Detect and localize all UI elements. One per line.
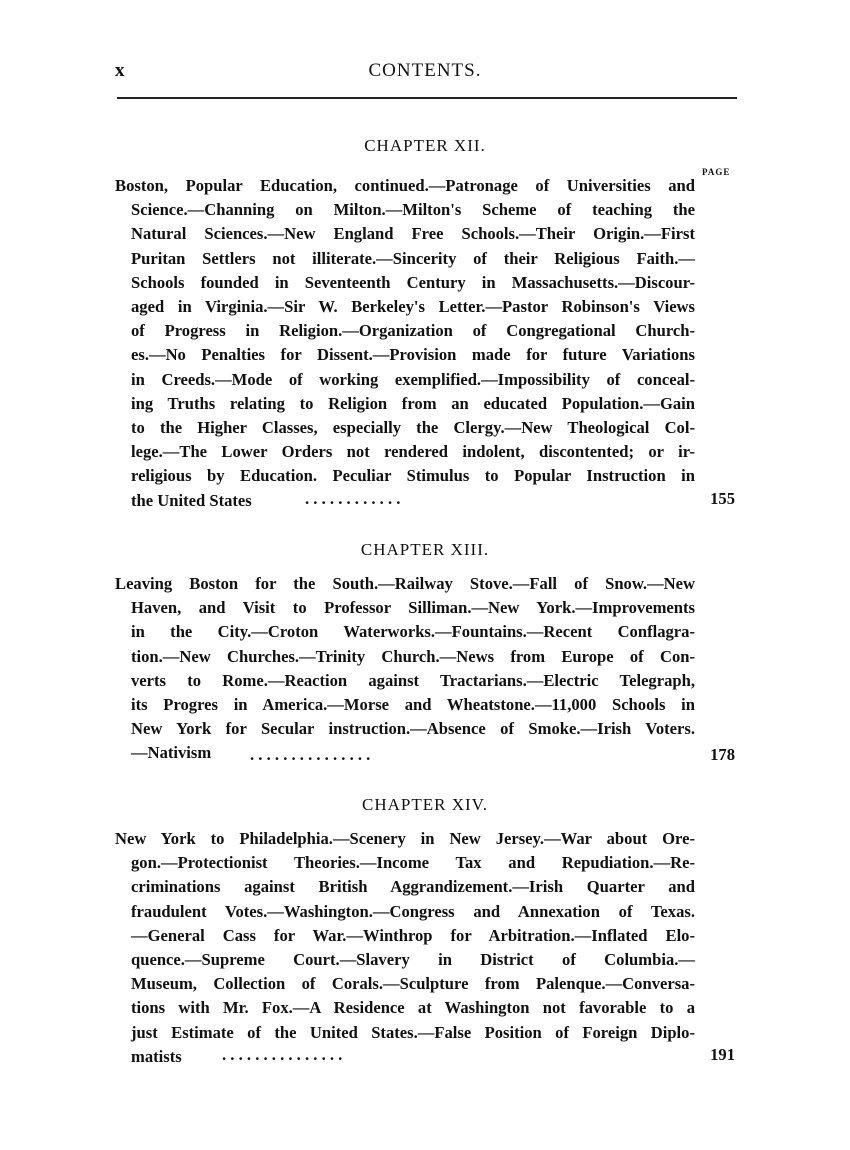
summary-line: just Estimate of the United States.—False Position of Foreign Diplo- [131, 1022, 695, 1042]
page-reference: 178 [710, 745, 735, 764]
page-numeral: x [115, 60, 125, 81]
summary-line: Museum, Collection of Corals.—Sculpture from Palenque.—Conversa- [131, 974, 695, 994]
chapter-summary [115, 572, 695, 766]
chapter-summary [115, 174, 695, 513]
summary-line: quence.—Supreme Court.—Slavery in District of Columbia.— [131, 950, 695, 970]
summary-line: New York to Philadelphia.—Scenery in New Jersey.—War about Ore- [115, 829, 695, 848]
summary-line: Puritan Settlers not illiterate.—Sincerity of their Religious Faith.— [131, 248, 695, 268]
summary-line: in the City.—Croton Waterworks.—Fountains.—Recent Conflagra- [131, 622, 695, 642]
chapter-title: CHAPTER XIV. [362, 795, 488, 814]
summary-line: —General Cass for War.—Winthrop for Arbitration.—Inflated Elo- [131, 925, 695, 945]
chapter-title: CHAPTER XIII. [360, 540, 490, 559]
summary-line: ing Truths relating to Religion from an educated Population.—Gain [131, 393, 695, 413]
summary-line: Natural Sciences.—New England Free Schools.—Their Origin.—First [131, 224, 695, 244]
summary-line: Schools founded in Seventeenth Century in Massachusetts.—Discour- [131, 272, 695, 292]
summary-line: Science.—Channing on Milton.—Milton's Scheme of teaching the [131, 200, 695, 220]
page-reference: 155 [710, 489, 735, 508]
summary-line: the United States [131, 490, 252, 510]
summary-line: fraudulent Votes.—Washington.—Congress and Annexation of Texas. [131, 901, 695, 921]
summary-line: of Progress in Religion.—Organization of Congregational Church- [131, 321, 695, 341]
summary-line: criminations against British Aggrandizement.—Irish Quarter and [131, 877, 695, 897]
chapter-title: CHAPTER XII. [364, 136, 486, 155]
summary-line: tion.—New Churches.—Trinity Church.—News from Europe of Con- [131, 646, 695, 666]
summary-line: es.—No Penalties for Dissent.—Provision made for future Variations [131, 345, 695, 365]
summary-line: to the Higher Classes, especially the Clergy.—New Theological Col- [131, 418, 695, 438]
summary-line: matists [131, 1046, 182, 1066]
page-column-label: PAGE [702, 167, 731, 177]
dot-leader: . . . . . . . . . . . . [305, 489, 401, 508]
summary-line: tions with Mr. Fox.—A Residence at Washington not favorable to a [131, 998, 695, 1018]
page-reference: 191 [710, 1045, 735, 1064]
chapter-summary [115, 827, 695, 1069]
summary-line: aged in Virginia.—Sir W. Berkeley's Letter.—Pastor Robinson's Views [131, 297, 695, 317]
summary-line: New York for Secular instruction.—Absence of Smoke.—Irish Voters. [131, 719, 695, 739]
summary-line: Leaving Boston for the South.—Railway Stove.—Fall of Snow.—New [115, 574, 695, 593]
running-title: CONTENTS. [368, 60, 482, 81]
header-rule [117, 97, 737, 99]
dot-leader: . . . . . . . . . . . . . . . [222, 1045, 343, 1064]
summary-line: Boston, Popular Education, continued.—Patronage of Universities and [115, 176, 695, 195]
summary-line: gon.—Protectionist Theories.—Income Tax and Repudiation.—Re- [131, 853, 695, 873]
summary-line: —Nativism [131, 743, 212, 763]
summary-line: Haven, and Visit to Professor Silliman.—New York.—Improvements [131, 598, 695, 618]
summary-line: verts to Rome.—Reaction against Tractarians.—Electric Telegraph, [131, 670, 695, 690]
dot-leader: . . . . . . . . . . . . . . . [250, 745, 371, 764]
page-header [115, 60, 735, 88]
summary-line: religious by Education. Peculiar Stimulus to Popular Instruction in [131, 466, 695, 486]
summary-line: in Creeds.—Mode of working exemplified.—Impossibility of conceal- [131, 369, 695, 389]
summary-line: lege.—The Lower Orders not rendered indolent, discontented; or ir- [131, 442, 695, 462]
summary-line: its Progres in America.—Morse and Wheatstone.—11,000 Schools in [131, 695, 695, 715]
